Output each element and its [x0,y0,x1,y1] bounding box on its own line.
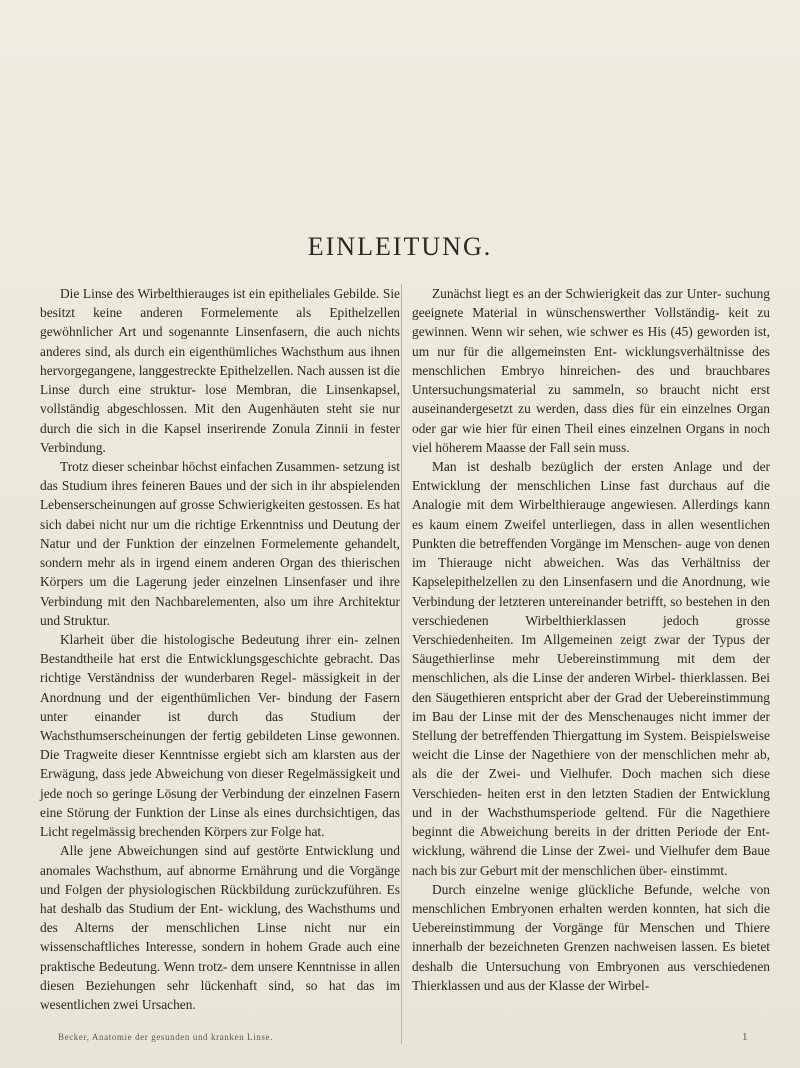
paragraph: Zunächst liegt es an der Schwierigkeit das zur Unter- suchung geeignete Material in wünschenswerther Vollständig- keit zu gewinnen. Wenn wir sehen, wie schwer es His (45) geworden ist, um nur für die allgemeinsten Ent- wicklungsverhältnisse des menschlichen Embryo hinreichen- des und brauchbares Untersuchungsmaterial zu sammeln, so braucht nicht erst auseinandergesetzt zu werden, dass dies für ein einzelnes Organ oder gar wie hier für einen Theil eines einzelnen Organs in noch viel höherem Maasse der Fall sein muss. [412,286,770,455]
left-column [40,284,400,1014]
paragraph: Man ist deshalb bezüglich der ersten Anlage und der Entwicklung der menschlichen Linse fast durchaus auf die Analogie mit dem Wirbelthierauge angewiesen. Allerdings kann es kaum einem Zweifel unterliegen, dass in allen wesentlichen Punkten die betreffenden Vorgänge im Menschen- auge von denen im Thierauge nicht abweichen. Was das Verhältniss der Kapselepithelzellen zu den Linsenfasern und die Anordnung, wie Verbindung der letzteren untereinander betrifft, so bestehen in den verschiedenen Wirbelthierklassen jedoch grosse Verschiedenheiten. Im Allgemeinen zeigt zwar der Typus der Säugethierlinse mehr Uebereinstimmung mit dem der menschlichen, als die Linse der anderen Wirbel- thierklassen. Bei den Säugethieren entspricht aber der Grad der Uebereinstimmung im Bau der Linse mit der des Menschenauges nicht immer der Stellung der betreffenden Thiergattung im System. Beispielsweise weicht die Linse der Nagethiere von der menschlichen mehr ab, als die der Zwei- und Vielhufer. Doch machen sich diese Verschieden- heiten erst in den letzten Stadien der Entwicklung und in der Wachsthumsperiode geltend. Für die Nagethiere beginnt die Abweichung bereits in der dritten Periode der Ent- wicklung, während die Linse der Zwei- und Vielhufer dem Baue nach bis zur Geburt mit der menschlichen über- einstimmt. [412,458,770,878]
source-reference: Becker, Anatomie der gesunden und kranken Linse. [58,1032,273,1042]
right-column [412,284,770,995]
paragraph: Trotz dieser scheinbar höchst einfachen Zusammen- setzung ist das Studium ihres feineren Baues und der sich in ihr abspielenden Lebenserscheinungen auf grosse Schwierigkeiten gestossen. Es hat sich dabei nicht nur um die richtige Erkenntniss und Deutung der Natur und der Funktion der einzelnen Formelemente gehandelt, sondern mehr als in irgend einem anderen Organ des thierischen Körpers um die Lagerung jeder einzelnen Linsenfaser und ihre Verbindung mit den Nachbarelementen, also um ihre Architektur und Struktur. [40,458,400,628]
paragraph: Alle jene Abweichungen sind auf gestörte Entwicklung und anomales Wachsthum, auf abnorme Ernährung und die Vorgänge und Folgen der physiologischen Rückbildung zurückzuführen. Es hat deshalb das Studium der Ent- wicklung, des Wachsthums und des Alterns der menschlichen Linse nicht nur ein wissenschaftliches Interesse, sondern in hohem Grade auch eine praktische Bedeutung. Wenn trotz- dem unsere Kenntnisse in allen diesen Beziehungen sehr lückenhaft sind, so hat das im wesentlichen zwei Ursachen. [40,843,400,1013]
paragraph: Klarheit über die histologische Bedeutung ihrer ein- zelnen Bestandtheile hat erst die Entwicklungsgeschichte gebracht. Das richtige Verständniss der wunderbaren Regel- mässigkeit in der Anordnung und der eigenthümlichen Ver- bindung der Fasern unter einander ist durch das Studium der Wachsthumserscheinungen der fertig gebildeten Linse gewonnen. Die Tragweite dieser Kenntnisse ergiebt sich am klarsten aus der Erwägung, dass jede Abweichung von dieser Regelmässigkeit und jede noch so geringe Lösung der Verbindung der einzelnen Fasern eine Störung der Funktion der Linse als eines durchsichtigen, das Licht regelmässig brechenden Körpers zur Folge hat. [40,631,400,840]
chapter-heading: EINLEITUNG. [307,232,493,261]
paragraph: Die Linse des Wirbelthierauges ist ein epitheliales Gebilde. Sie besitzt keine anderen Formelemente als Epithelzellen gewöhnlicher Art und sogenannte Linsenfasern, die auch nichts anderes sind, als durch ein eigenthümliches Wachsthum aus ihnen hervorgegangene, langgestreckte Epithelzellen. Nach aussen ist die Linse durch eine struktur- lose Membran, die Linsenkapsel, vollständig abgeschlossen. Mit den Augenhäuten steht sie nur durch die sich in die Kapsel inserirende Zonula Zinnii in fester Verbindung. [40,286,400,455]
page-number: 1 [742,1031,748,1043]
column-divider [401,284,402,1044]
paragraph: Durch einzelne wenige glückliche Befunde, welche von menschlichen Embryonen erhalten werden konnten, hat sich die Uebereinstimmung der Vorgänge für Menschen und Thiere innerhalb der bezeichneten Grenzen nachweisen lassen. Es bietet deshalb die Untersuchung von Embryonen aus verschiedenen Thierklassen und aus der Klasse der Wirbel- [412,881,770,993]
